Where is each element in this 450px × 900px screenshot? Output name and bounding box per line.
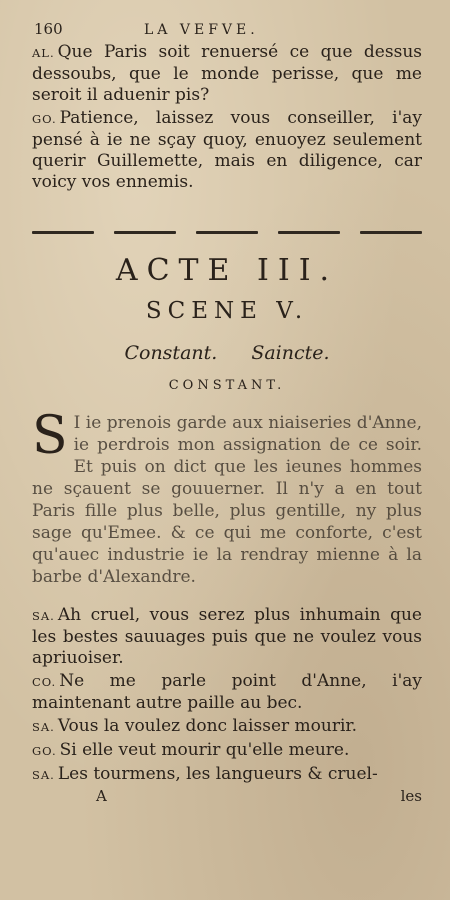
section-rule xyxy=(32,231,422,237)
dialogue-line xyxy=(32,605,422,669)
speaker-label: CO. xyxy=(32,675,57,689)
speech-text: Les tourmens, les langueurs & cruel- xyxy=(57,764,378,784)
speaker-label: SA. xyxy=(32,720,55,734)
speech-text: Que Paris soit renuersé ce que dessus dessoubs, que le monde perisse, que me seroit il aduenir pis? xyxy=(32,42,422,105)
speech-go xyxy=(32,108,422,193)
opening-speech xyxy=(32,406,422,588)
speech-text: Ah cruel, vous serez plus inhumain que les bestes sauuages puis que ne voulez vous apriuoiser. xyxy=(32,605,422,668)
page-footer xyxy=(32,786,422,806)
speaker-label: SA. xyxy=(32,768,55,782)
running-title: LA VEFVE. xyxy=(144,22,259,38)
speech-text: Ne me parle point d'Anne, i'ay maintenant autre paille au bec. xyxy=(32,671,422,713)
speech-text: Si elle veut mourir qu'elle meure. xyxy=(59,740,350,760)
speech-text: I ie prenois garde aux niaiseries d'Anne, ie perdrois mon assignation de ce soir. Et puis on dict que les ieunes hommes ne sçauent se gouuerner. Il n'y a en tout Paris fille plus belle, plus gentille, ny plus sage qu'Emee. & ce qui me conforte, c'est qu'auec industrie ie la rendray mienne à la barbe d'Alexandre. xyxy=(32,413,422,587)
scene-title: SCENE V. xyxy=(145,298,309,324)
speech-text: Patience, laissez vous conseiller, i'ay pensé à ie ne sçay quoy, enuoyez seulement querir Guillemette, mais en diligence, car voicy vos ennemis. xyxy=(32,108,422,192)
speaker-label: AL. xyxy=(32,46,55,60)
act-title: ACTE III. xyxy=(115,253,339,288)
dialogue-line xyxy=(32,764,422,786)
speaker-heading: CONSTANT. xyxy=(168,378,286,393)
running-head xyxy=(34,20,422,42)
signature-mark: A xyxy=(96,787,107,805)
dialogue-line xyxy=(32,740,422,762)
dialogue-body xyxy=(32,406,422,806)
cast-list xyxy=(32,341,422,365)
cast-member: Constant. xyxy=(124,342,218,364)
speaker-label: SA. xyxy=(32,609,55,623)
dialogue-line xyxy=(32,716,422,738)
page-number: 160 xyxy=(34,20,63,38)
cast-member: Saincte. xyxy=(251,342,330,364)
speaker-label: GO. xyxy=(32,112,57,126)
speech-al xyxy=(32,42,422,106)
dialogue-line xyxy=(32,671,422,714)
speaker-label: GO. xyxy=(32,744,57,758)
catchword: les xyxy=(400,787,422,805)
speech-text: Vous la voulez donc laisser mourir. xyxy=(57,716,358,736)
drop-cap: S xyxy=(32,406,68,466)
